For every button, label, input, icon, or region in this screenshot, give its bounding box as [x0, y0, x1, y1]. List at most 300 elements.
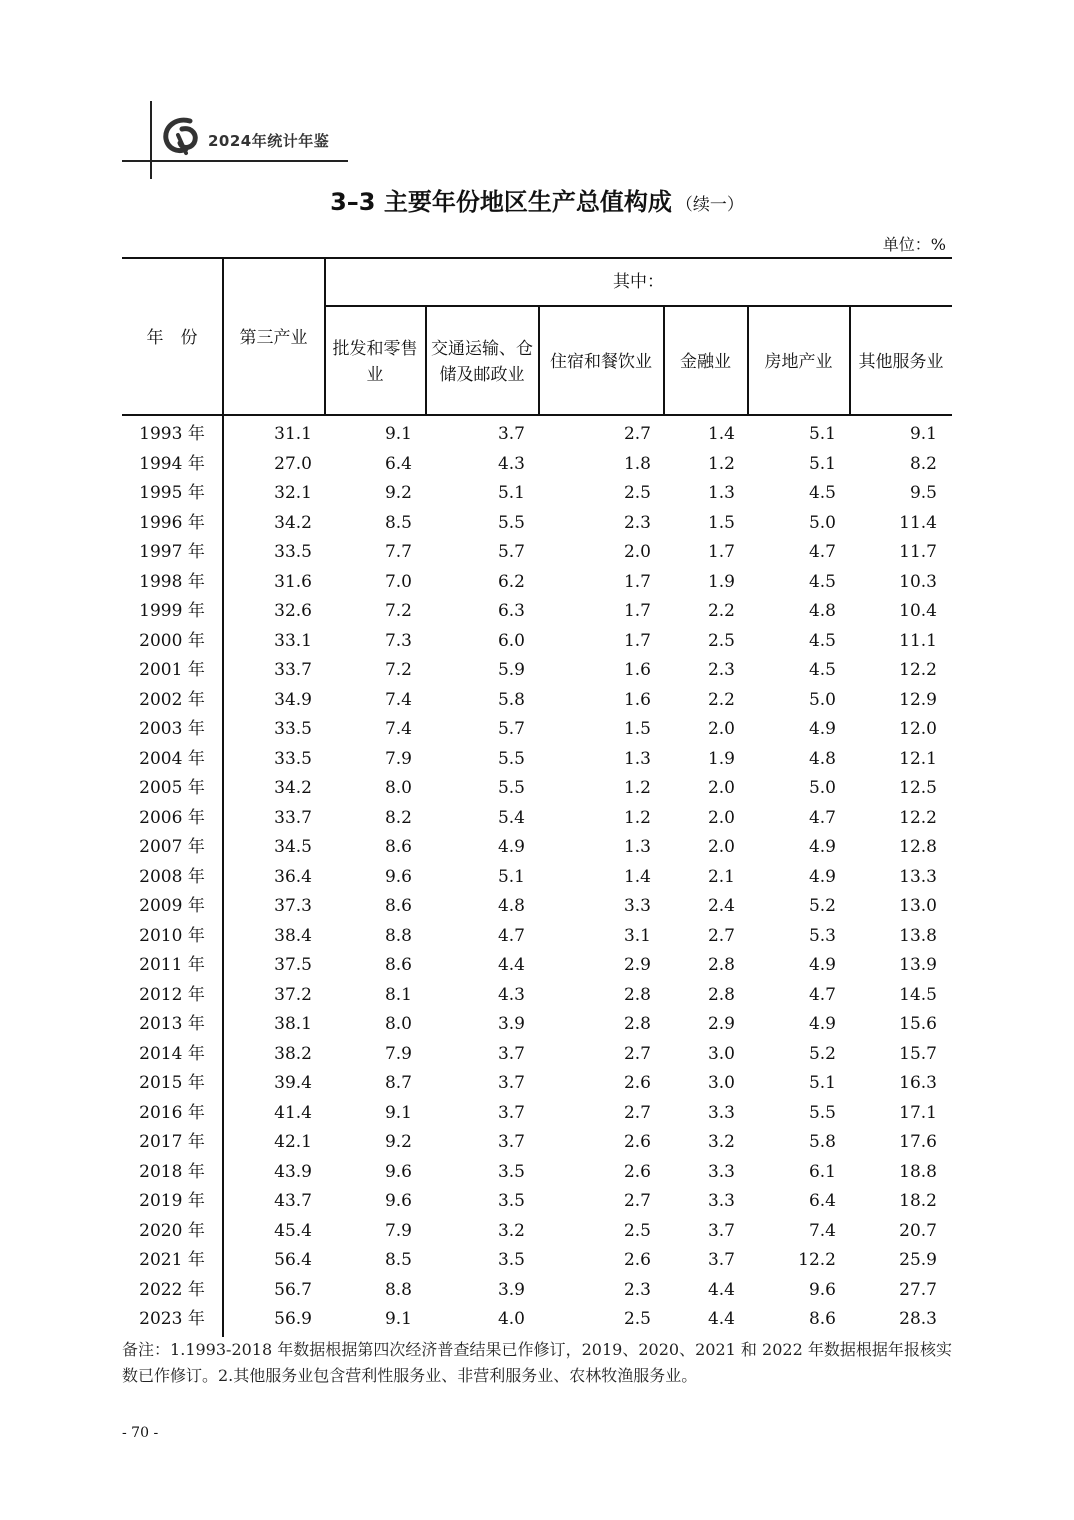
table-row [122, 918, 952, 948]
column-header-other-services: 其他服务业 [858, 351, 944, 372]
value-cell: 33.5 [274, 748, 312, 769]
year-cell: 2018 年 [139, 1161, 205, 1182]
value-cell: 37.2 [274, 984, 312, 1005]
year-cell: 2007 年 [139, 837, 205, 857]
value-cell: 6.0 [497, 630, 525, 651]
value-cell: 1.5 [707, 512, 735, 533]
value-cell: 12.9 [899, 689, 937, 710]
year-cell: 2000 年 [139, 630, 205, 651]
value-cell: 3.5 [497, 1161, 525, 1182]
value-cell: 14.5 [899, 984, 937, 1005]
value-cell: 2.6 [623, 1161, 651, 1182]
value-cell: 4.9 [808, 719, 836, 739]
value-cell: 4.4 [497, 955, 525, 975]
value-cell: 2.2 [707, 601, 735, 621]
value-cell: 15.6 [899, 1014, 937, 1034]
value-cell: 5.4 [497, 807, 525, 828]
value-cell: 7.9 [384, 1220, 412, 1241]
value-cell: 38.4 [274, 925, 312, 946]
value-cell: 8.7 [384, 1073, 412, 1093]
value-cell: 2.9 [707, 1014, 735, 1034]
value-cell: 18.8 [899, 1161, 937, 1182]
value-cell: 12.1 [899, 748, 937, 769]
value-cell: 5.2 [808, 1043, 836, 1064]
value-cell: 3.0 [707, 1043, 735, 1064]
value-cell: 17.6 [899, 1132, 937, 1152]
value-cell: 13.8 [899, 925, 937, 946]
value-cell: 8.8 [384, 925, 412, 946]
value-cell: 9.5 [909, 483, 937, 503]
value-cell: 3.2 [707, 1132, 735, 1152]
year-cell: 2006 年 [139, 807, 205, 828]
value-cell: 5.9 [497, 660, 525, 680]
value-cell: 34.9 [274, 689, 312, 710]
value-cell: 6.4 [808, 1191, 836, 1211]
value-cell: 9.2 [384, 483, 412, 503]
year-cell: 2017 年 [139, 1132, 205, 1152]
value-cell: 13.3 [899, 866, 937, 887]
value-cell: 39.4 [274, 1073, 312, 1093]
value-cell: 9.2 [384, 1132, 412, 1152]
yearbook-logo-icon [160, 115, 204, 159]
table-row [122, 1154, 952, 1184]
value-cell: 3.7 [497, 424, 525, 444]
table-row [122, 770, 952, 800]
value-cell: 11.1 [899, 630, 937, 651]
value-cell: 3.9 [497, 1014, 525, 1034]
value-cell: 3.1 [623, 925, 651, 946]
value-cell: 2.3 [707, 660, 735, 680]
value-cell: 3.9 [497, 1279, 525, 1300]
value-cell: 6.4 [384, 453, 412, 474]
value-cell: 9.6 [384, 1161, 412, 1182]
value-cell: 2.6 [623, 1073, 651, 1093]
year-cell: 2011 年 [139, 955, 205, 975]
value-cell: 4.4 [707, 1279, 735, 1300]
value-cell: 31.6 [274, 571, 312, 592]
value-cell: 25.9 [899, 1250, 937, 1270]
value-cell: 4.9 [808, 837, 836, 857]
year-cell: 1994 年 [139, 453, 205, 474]
table-row [122, 593, 952, 623]
value-cell: 4.3 [497, 453, 525, 474]
table-row [122, 888, 952, 918]
value-cell: 17.1 [899, 1102, 937, 1123]
value-cell: 2.5 [623, 483, 651, 503]
value-cell: 1.6 [623, 660, 651, 680]
value-cell: 5.2 [808, 896, 836, 916]
value-cell: 3.3 [707, 1191, 735, 1211]
table-row [122, 711, 952, 741]
value-cell: 18.2 [899, 1191, 937, 1211]
table-row [122, 446, 952, 476]
table-row [122, 652, 952, 682]
table-row [122, 829, 952, 859]
value-cell: 3.0 [707, 1073, 735, 1093]
value-cell: 38.1 [274, 1014, 312, 1034]
year-cell: 2009 年 [139, 896, 205, 916]
value-cell: 32.1 [274, 483, 312, 503]
year-cell: 1996 年 [139, 512, 205, 533]
value-cell: 56.4 [274, 1250, 312, 1270]
value-cell: 1.4 [623, 866, 651, 887]
value-cell: 45.4 [274, 1220, 312, 1241]
value-cell: 4.5 [808, 571, 836, 592]
value-cell: 3.5 [497, 1191, 525, 1211]
table-row [122, 682, 952, 712]
value-cell: 7.9 [384, 748, 412, 769]
value-cell: 42.1 [274, 1132, 312, 1152]
table-row [122, 1183, 952, 1213]
value-cell: 2.8 [707, 984, 735, 1005]
table-row [122, 1272, 952, 1302]
value-cell: 4.3 [497, 984, 525, 1005]
table-row [122, 977, 952, 1007]
column-header-transport: 交通运输、仓储及邮政业 [431, 338, 533, 385]
value-cell: 13.0 [899, 896, 937, 916]
value-cell: 2.4 [707, 896, 735, 916]
value-cell: 2.7 [623, 1102, 651, 1123]
year-cell: 2002 年 [139, 689, 205, 710]
value-cell: 9.6 [808, 1279, 836, 1300]
year-cell: 2019 年 [139, 1191, 205, 1211]
value-cell: 3.7 [497, 1043, 525, 1064]
value-cell: 3.3 [707, 1161, 735, 1182]
value-cell: 5.8 [497, 689, 525, 710]
value-cell: 33.7 [274, 807, 312, 828]
column-group-header: 其中： [613, 272, 664, 292]
value-cell: 4.5 [808, 630, 836, 651]
value-cell: 34.2 [274, 512, 312, 533]
value-cell: 7.4 [808, 1220, 836, 1241]
value-cell: 7.7 [384, 542, 412, 562]
value-cell: 8.6 [808, 1309, 836, 1329]
value-cell: 12.8 [899, 837, 937, 857]
data-table [122, 257, 952, 1337]
value-cell: 8.2 [909, 453, 937, 474]
value-cell: 4.9 [808, 955, 836, 975]
value-cell: 43.9 [274, 1161, 312, 1182]
value-cell: 9.1 [384, 1309, 412, 1329]
value-cell: 12.2 [899, 807, 937, 828]
value-cell: 5.1 [808, 424, 836, 444]
year-cell: 2001 年 [139, 660, 205, 680]
value-cell: 3.7 [707, 1220, 735, 1241]
value-cell: 2.7 [623, 424, 651, 444]
year-cell: 1997 年 [139, 542, 205, 562]
table-row [122, 1213, 952, 1243]
value-cell: 33.7 [274, 660, 312, 680]
value-cell: 3.2 [497, 1220, 525, 1241]
value-cell: 7.2 [384, 660, 412, 680]
value-cell: 8.6 [384, 837, 412, 857]
value-cell: 6.3 [497, 601, 525, 621]
value-cell: 37.5 [274, 955, 312, 975]
table-row [122, 1301, 952, 1331]
table-row [122, 564, 952, 594]
value-cell: 6.2 [497, 571, 525, 592]
page-title [0, 182, 1074, 217]
year-cell: 2012 年 [139, 984, 205, 1005]
value-cell: 5.1 [497, 866, 525, 887]
value-cell: 9.1 [384, 1102, 412, 1123]
value-cell: 2.3 [623, 512, 651, 533]
value-cell: 1.9 [707, 748, 735, 769]
value-cell: 12.2 [899, 660, 937, 680]
value-cell: 2.7 [623, 1191, 651, 1211]
value-cell: 2.0 [707, 719, 735, 739]
value-cell: 7.4 [384, 719, 412, 739]
table-row [122, 859, 952, 889]
value-cell: 2.1 [707, 866, 735, 887]
value-cell: 1.8 [623, 453, 651, 474]
value-cell: 4.0 [497, 1309, 525, 1329]
value-cell: 1.7 [623, 630, 651, 651]
value-cell: 56.9 [274, 1309, 312, 1329]
value-cell: 4.9 [808, 1014, 836, 1034]
value-cell: 3.7 [497, 1102, 525, 1123]
value-cell: 13.9 [899, 955, 937, 975]
value-cell: 3.3 [623, 896, 651, 916]
year-cell: 2004 年 [139, 748, 205, 769]
value-cell: 7.3 [384, 630, 412, 651]
value-cell: 2.0 [707, 837, 735, 857]
year-cell: 2015 年 [139, 1073, 205, 1093]
value-cell: 8.5 [384, 1250, 412, 1270]
table-title-continued: （续一） [675, 195, 744, 215]
year-cell: 2014 年 [139, 1043, 205, 1064]
value-cell: 4.8 [808, 601, 836, 621]
value-cell: 10.4 [899, 601, 937, 621]
value-cell: 1.4 [707, 424, 735, 444]
unit-label: 单位：% [882, 235, 946, 254]
value-cell: 4.9 [497, 837, 525, 857]
table-row [122, 947, 952, 977]
year-cell: 1998 年 [139, 571, 205, 592]
year-cell: 2023 年 [139, 1309, 205, 1329]
value-cell: 8.5 [384, 512, 412, 533]
value-cell: 2.3 [623, 1279, 651, 1300]
year-cell: 2016 年 [139, 1102, 205, 1123]
value-cell: 5.0 [808, 512, 836, 533]
value-cell: 2.6 [623, 1250, 651, 1270]
value-cell: 5.3 [808, 925, 836, 946]
value-cell: 8.6 [384, 955, 412, 975]
value-cell: 1.2 [623, 807, 651, 828]
value-cell: 36.4 [274, 866, 312, 887]
column-header-real-estate: 房地产业 [764, 351, 833, 372]
year-cell: 2021 年 [139, 1250, 205, 1270]
column-header-year: 年 份 [146, 327, 198, 348]
table-title: 3–3 主要年份地区生产总值构成 [330, 188, 672, 216]
value-cell: 5.0 [808, 778, 836, 798]
value-cell: 3.5 [497, 1250, 525, 1270]
value-cell: 3.3 [707, 1102, 735, 1123]
value-cell: 4.7 [808, 807, 836, 828]
value-cell: 1.3 [623, 748, 651, 769]
column-header-tertiary: 第三产业 [239, 327, 308, 348]
table-row [122, 475, 952, 505]
value-cell: 4.9 [808, 866, 836, 887]
year-cell: 2003 年 [139, 719, 205, 739]
table-row [122, 416, 952, 446]
value-cell: 12.2 [798, 1250, 836, 1270]
value-cell: 43.7 [274, 1191, 312, 1211]
value-cell: 10.3 [899, 571, 937, 592]
column-header-finance: 金融业 [680, 351, 731, 372]
value-cell: 1.3 [707, 483, 735, 503]
value-cell: 5.5 [497, 512, 525, 533]
value-cell: 41.4 [274, 1102, 312, 1123]
value-cell: 1.6 [623, 689, 651, 710]
value-cell: 5.1 [497, 483, 525, 503]
value-cell: 5.5 [497, 748, 525, 769]
table-row [122, 1095, 952, 1125]
year-cell: 2020 年 [139, 1220, 205, 1241]
year-cell: 1995 年 [139, 483, 205, 503]
value-cell: 27.7 [899, 1279, 937, 1300]
value-cell: 1.2 [623, 778, 651, 798]
value-cell: 2.5 [623, 1309, 651, 1329]
value-cell: 1.5 [623, 719, 651, 739]
year-cell: 1993 年 [139, 424, 205, 444]
value-cell: 7.0 [384, 571, 412, 592]
value-cell: 34.2 [274, 778, 312, 798]
value-cell: 2.0 [707, 807, 735, 828]
value-cell: 9.6 [384, 1191, 412, 1211]
value-cell: 7.4 [384, 689, 412, 710]
yearbook-title: 2024年统计年鉴 [208, 132, 330, 150]
value-cell: 34.5 [274, 837, 312, 857]
value-cell: 4.7 [808, 984, 836, 1005]
value-cell: 4.4 [707, 1309, 735, 1329]
value-cell: 32.6 [274, 601, 312, 621]
value-cell: 2.2 [707, 689, 735, 710]
header-horizontal-rule [122, 160, 348, 162]
value-cell: 4.5 [808, 660, 836, 680]
value-cell: 3.7 [497, 1132, 525, 1152]
value-cell: 4.5 [808, 483, 836, 503]
table-row [122, 741, 952, 771]
value-cell: 11.7 [899, 542, 937, 562]
value-cell: 5.7 [497, 542, 525, 562]
table-row [122, 623, 952, 653]
value-cell: 12.0 [899, 719, 937, 739]
value-cell: 33.1 [274, 630, 312, 651]
value-cell: 20.7 [899, 1220, 937, 1241]
column-header-accommodation: 住宿和餐饮业 [550, 351, 652, 372]
value-cell: 8.0 [384, 778, 412, 798]
value-cell: 38.2 [274, 1043, 312, 1064]
table-row [122, 1242, 952, 1272]
value-cell: 5.0 [808, 689, 836, 710]
value-cell: 33.5 [274, 719, 312, 739]
value-cell: 9.1 [384, 424, 412, 444]
table-row [122, 800, 952, 830]
value-cell: 1.7 [707, 542, 735, 562]
value-cell: 5.1 [808, 1073, 836, 1093]
page-number: - 70 - [122, 1425, 159, 1441]
value-cell: 8.0 [384, 1014, 412, 1034]
table-row [122, 1065, 952, 1095]
value-cell: 5.5 [497, 778, 525, 798]
value-cell: 1.7 [623, 571, 651, 592]
value-cell: 2.9 [623, 955, 651, 975]
value-cell: 1.9 [707, 571, 735, 592]
value-cell: 7.9 [384, 1043, 412, 1064]
value-cell: 2.6 [623, 1132, 651, 1152]
value-cell: 2.8 [623, 984, 651, 1005]
value-cell: 2.8 [623, 1014, 651, 1034]
value-cell: 5.7 [497, 719, 525, 739]
value-cell: 2.5 [623, 1220, 651, 1241]
value-cell: 15.7 [899, 1043, 937, 1064]
value-cell: 4.7 [497, 925, 525, 946]
value-cell: 56.7 [274, 1279, 312, 1300]
value-cell: 12.5 [899, 778, 937, 798]
value-cell: 8.1 [384, 984, 412, 1005]
value-cell: 28.3 [899, 1309, 937, 1329]
value-cell: 1.3 [623, 837, 651, 857]
value-cell: 1.2 [707, 453, 735, 474]
value-cell: 8.2 [384, 807, 412, 828]
value-cell: 33.5 [274, 542, 312, 562]
value-cell: 2.5 [707, 630, 735, 651]
value-cell: 4.7 [808, 542, 836, 562]
header-vertical-rule [150, 101, 152, 179]
value-cell: 8.6 [384, 896, 412, 916]
value-cell: 9.1 [909, 424, 937, 444]
value-cell: 2.0 [707, 778, 735, 798]
value-cell: 11.4 [899, 512, 937, 533]
value-cell: 5.1 [808, 453, 836, 474]
value-cell: 1.7 [623, 601, 651, 621]
table-header [122, 257, 952, 416]
value-cell: 3.7 [707, 1250, 735, 1270]
value-cell: 2.7 [707, 925, 735, 946]
year-cell: 2010 年 [139, 925, 205, 946]
value-cell: 31.1 [274, 424, 312, 444]
column-header-wholesale-retail: 批发和零售业 [332, 338, 418, 385]
table-row [122, 1006, 952, 1036]
value-cell: 2.8 [707, 955, 735, 975]
table-row [122, 505, 952, 535]
value-cell: 6.1 [808, 1161, 836, 1182]
year-cell: 2005 年 [139, 778, 205, 798]
year-cell: 1999 年 [139, 601, 205, 621]
value-cell: 2.0 [623, 542, 651, 562]
value-cell: 7.2 [384, 601, 412, 621]
table-row [122, 1124, 952, 1154]
year-cell: 2013 年 [139, 1014, 205, 1034]
value-cell: 8.8 [384, 1279, 412, 1300]
table-row [122, 1036, 952, 1066]
value-cell: 4.8 [497, 896, 525, 916]
table-row [122, 534, 952, 564]
value-cell: 9.6 [384, 866, 412, 887]
value-cell: 3.7 [497, 1073, 525, 1093]
value-cell: 5.5 [808, 1102, 836, 1123]
table-body [122, 416, 952, 1337]
value-cell: 27.0 [274, 453, 312, 474]
value-cell: 5.8 [808, 1132, 836, 1152]
value-cell: 37.3 [274, 896, 312, 916]
value-cell: 16.3 [899, 1073, 937, 1093]
value-cell: 4.8 [808, 748, 836, 769]
footnote: 备注：1.1993-2018 年数据根据第四次经济普查结果已作修订，2019、2020、2021 和 2022 年数据根据年报核实数已作修订。2.其他服务业包含营利性服务业、非营利服务业、农林牧渔服务业。 [122, 1340, 952, 1385]
value-cell: 2.7 [623, 1043, 651, 1064]
year-cell: 2008 年 [139, 866, 205, 887]
